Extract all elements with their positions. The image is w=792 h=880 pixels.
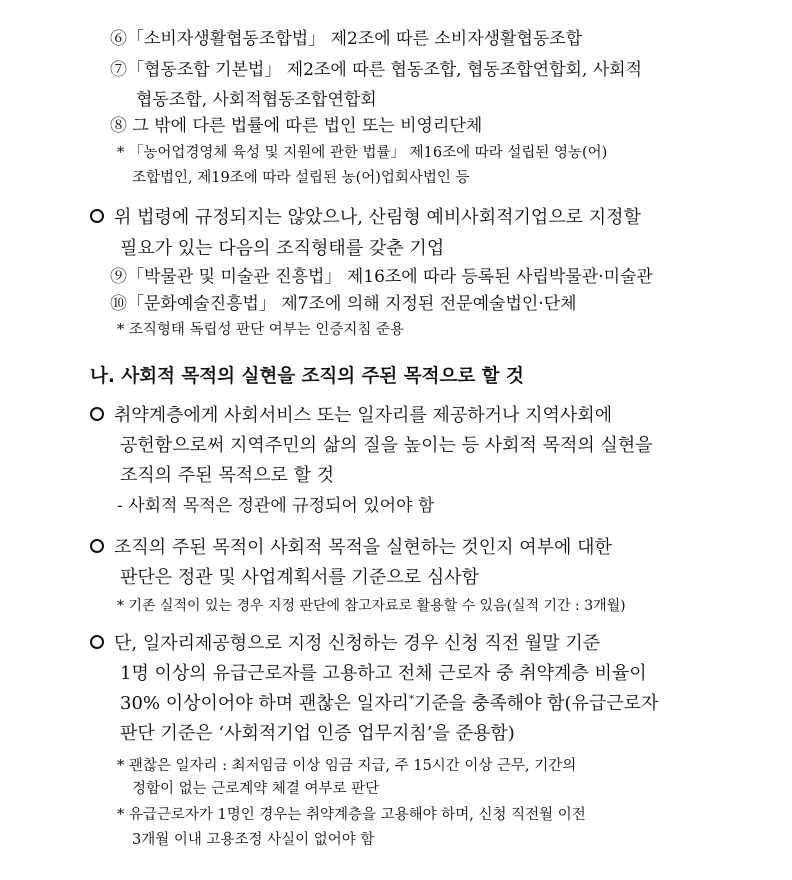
circle-bullet-icon [90,407,104,421]
note-decent-job: * 괜찮은 일자리 : 최저임금 이상 임금 지급, 주 15시간 이상 근무, 기간의 [117,758,577,774]
note-agri-law: * 「농어업경영체 육성 및 지원에 관한 법률」 제16조에 따라 설립된 영농(어) [117,145,608,161]
bullet-a-line-2: 필요가 있는 다음의 조직형태를 갖춘 기업 [120,238,445,259]
item-7-continued: 협동조합, 사회적협동조합연합회 [136,90,377,110]
note-prior-results: * 기존 실적이 있는 경우 지정 판단에 참고자료로 활용할 수 있음(실적 기간 : 3개월) [117,598,626,614]
note-single-employee-continued: 3개월 이내 고용조정 사실이 없어야 함 [132,832,375,848]
item-9: ⑨「박물관 및 미술관 진흥법」 제16조에 따라 등록된 사립박물관·미술관 [110,267,653,287]
note-decent-job-continued: 정함이 없는 근로계약 체결 여부로 판단 [132,781,380,797]
item-10: ⑩「문화예술진흥법」 제7조에 의해 지정된 전문예술법인·단체 [110,294,577,314]
item-7: ⑦「협동조합 기본법」 제2조에 따른 협동조합, 협동조합연합회, 사회적 [110,60,643,80]
bullet-b-line-1 [90,405,612,427]
bullet-a-text-1: 위 법령에 규정되지는 않았으나, 산림형 예비사회적기업으로 지정할 [114,207,641,228]
bullet-c-line-1 [90,537,612,559]
bullet-d-text-1: 단, 일자리제공형으로 지정 신청하는 경우 신청 직전 월말 기준 [114,633,601,654]
footnote-asterisk: * [408,694,414,705]
bullet-c-line-2: 판단은 정관 및 사업계획서를 기준으로 심사함 [120,567,479,588]
note-single-employee: * 유급근로자가 1명인 경우는 취약계층을 고용해야 하며, 신청 직전월 이전 [117,807,586,823]
note-agri-law-continued: 조합법인, 제19조에 따라 설립된 농(어)업회사법인 등 [132,170,470,186]
bullet-d-line-4: 판단 기준은 ‘사회적기업 인증 업무지침’을 준용함) [120,723,515,744]
bullet-a-line-1 [90,207,641,229]
bullet-d-line-1 [90,633,600,655]
note-independence: * 조직형태 독립성 판단 여부는 인증지침 준용 [117,322,405,338]
bullet-d-line-3 [120,693,658,715]
item-8: ⑧ 그 밖에 다른 법률에 따른 법인 또는 비영리단체 [110,116,483,136]
circle-bullet-icon [90,635,104,649]
circle-bullet-icon [90,209,104,223]
bullet-b-line-3: 조직의 주된 목적으로 할 것 [120,465,335,486]
item-6: ⑥「소비자생활협동조합법」 제2조에 따른 소비자생활협동조합 [110,29,583,49]
bullet-b-line-2: 공헌함으로써 지역주민의 삶의 질을 높이는 등 사회적 목적의 실현을 [120,435,653,456]
bullet-d-line-2: 1명 이상의 유급근로자를 고용하고 전체 근로자 중 취약계층 비율이 [120,663,647,684]
circle-bullet-icon [90,539,104,553]
bullet-d-line-3-post: 기준을 충족해야 함(유급근로자 [413,693,659,714]
section-heading: 나. 사회적 목적의 실현을 조직의 주된 목적으로 할 것 [90,366,524,387]
dash-note-articles: - 사회적 목적은 정관에 규정되어 있어야 함 [117,496,435,516]
bullet-c-text-1: 조직의 주된 목적이 사회적 목적을 실현하는 것인지 여부에 대한 [114,537,612,558]
bullet-d-line-3-pre: 30% 이상이어야 하며 괜찮은 일자리 [120,693,409,714]
bullet-b-text-1: 취약계층에게 사회서비스 또는 일자리를 제공하거나 지역사회에 [114,405,613,426]
